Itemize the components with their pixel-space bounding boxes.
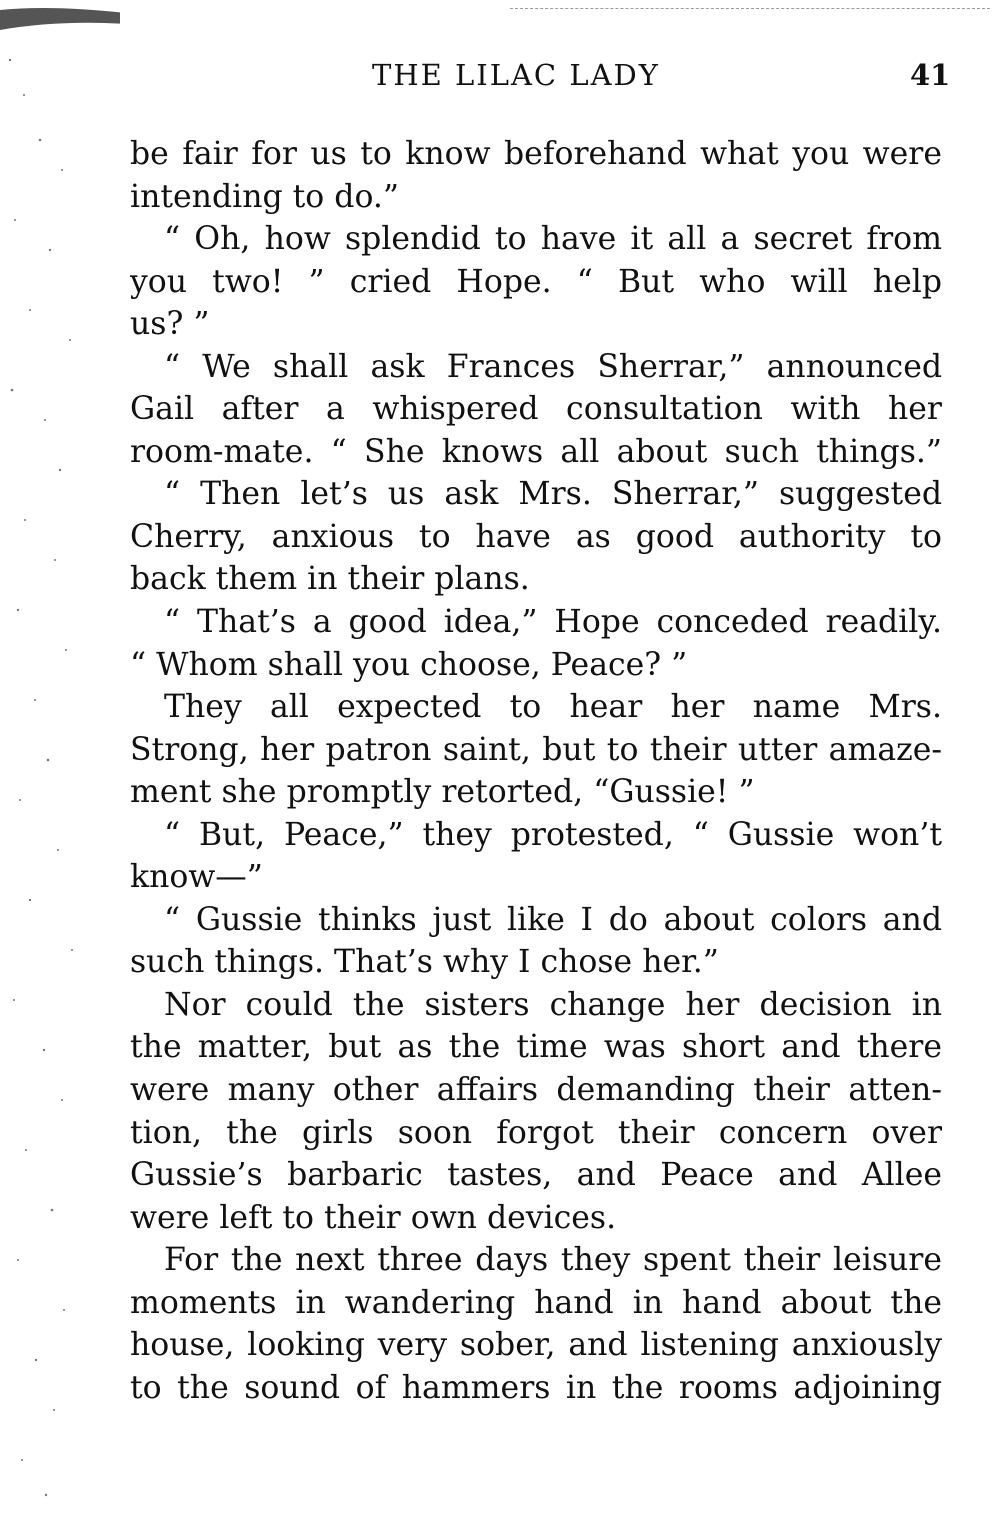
text-line: be fair for us to know beforehand what you were	[130, 136, 942, 172]
text-line: know—”	[130, 859, 263, 896]
text-line: “ We shall ask Frances Sherrar,” announced	[164, 348, 942, 385]
text-line: to the sound of hammers in the rooms adjoining	[130, 1369, 942, 1406]
text-line: us? ”	[130, 306, 210, 343]
text-line: house, looking very sober, and listening anxiously	[130, 1327, 942, 1364]
text-line: Strong, her patron saint, but to their utter amaze-	[130, 731, 942, 768]
text-line: Gail after a whispered consultation with her	[130, 391, 942, 428]
text-line: “ Gussie thinks just like I do about colors and	[164, 901, 942, 938]
body-text	[130, 133, 942, 1409]
text-line: intending to do.”	[130, 178, 399, 215]
text-line: room-mate. “ She knows all about such things.”	[130, 433, 942, 470]
text-line: moments in wandering hand in hand about the	[130, 1284, 942, 1321]
text-line: back them in their plans.	[130, 561, 530, 598]
text-line: “ Then let’s us ask Mrs. Sherrar,” suggested	[164, 476, 942, 513]
text-line: were many other affairs demanding their atten-	[130, 1072, 942, 1109]
text-line: the matter, but as the time was short and there	[130, 1029, 942, 1066]
text-line: Gussie’s barbaric tastes, and Peace and Allee	[130, 1157, 942, 1194]
running-title: THE LILAC LADY	[372, 58, 660, 92]
page-header	[0, 58, 1000, 98]
text-line: Nor could the sisters change her decision in	[164, 986, 942, 1023]
page-edge-speckle	[0, 0, 120, 1515]
text-line: “ Oh, how splendid to have it all a secret from	[164, 221, 942, 258]
text-line: ment she promptly retorted, “Gussie! ”	[130, 774, 755, 811]
top-edge-rule	[510, 8, 990, 11]
text-line: Cherry, anxious to have as good authority to	[130, 518, 942, 555]
text-line: such things. That’s why I chose her.”	[130, 944, 719, 981]
page-number: 41	[910, 58, 951, 92]
text-line: you two! ” cried Hope. “ But who will help	[130, 263, 942, 300]
text-line: “ That’s a good idea,” Hope conceded readily.	[164, 604, 942, 641]
text-line: tion, the girls soon forgot their concern over	[130, 1114, 942, 1151]
text-line: “ Whom shall you choose, Peace? ”	[130, 646, 688, 683]
text-line: For the next three days they spent their leisure	[164, 1242, 942, 1279]
text-line: were left to their own devices.	[130, 1199, 617, 1236]
text-line: They all expected to hear her name Mrs.	[164, 689, 942, 726]
text-line: “ But, Peace,” they protested, “ Gussie won’t	[164, 816, 942, 853]
